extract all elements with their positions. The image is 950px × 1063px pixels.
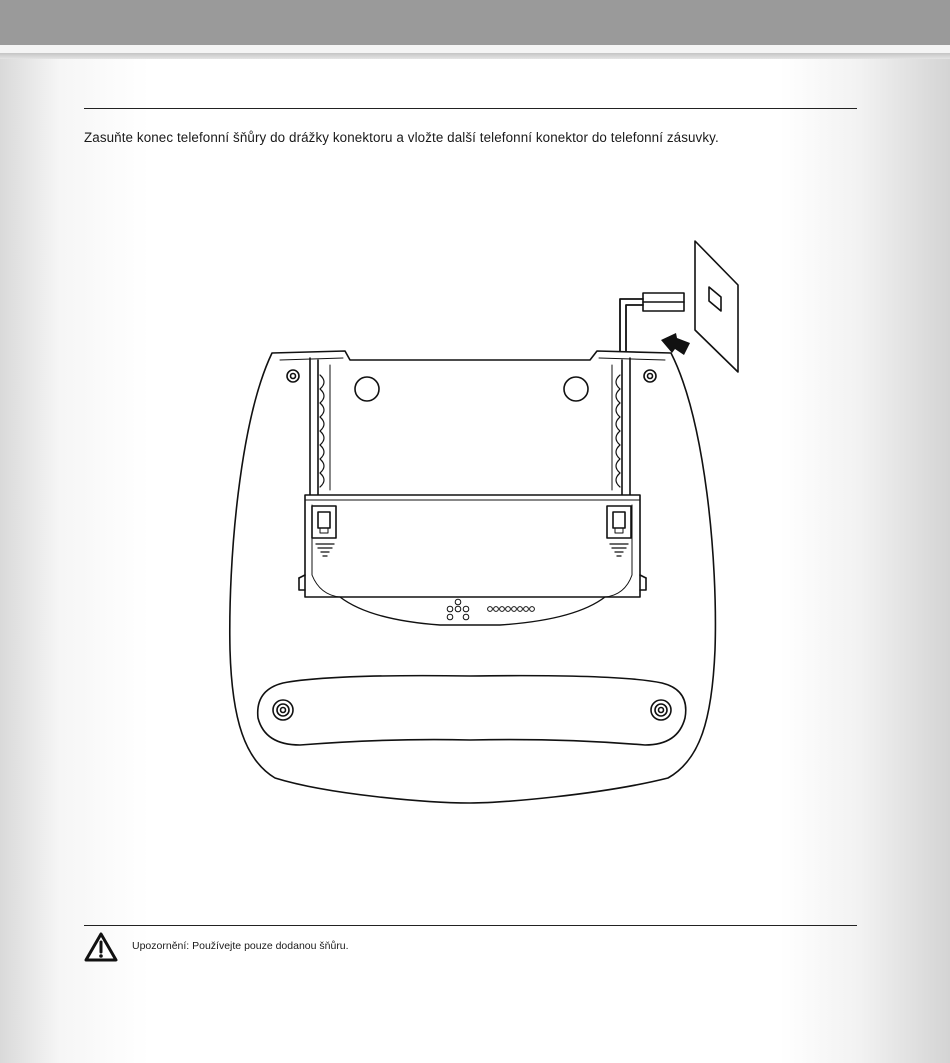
instruction-text: Zasuňte konec telefonní šňůry do drážky konektoru a vložte další telefonní konektor do telefonní zásuvky. [84, 130, 719, 145]
telephone-plug [643, 293, 684, 311]
insert-arrow-icon [661, 333, 690, 355]
header-band-shadow [0, 53, 950, 59]
wall-socket [695, 241, 738, 372]
warning-triangle-icon [84, 932, 118, 962]
header-band-highlight [0, 45, 950, 53]
connector-bay [299, 495, 646, 597]
phone-base-connection-illustration [225, 235, 750, 805]
bottom-divider [84, 925, 857, 926]
top-divider [84, 108, 857, 109]
header-band [0, 0, 950, 45]
warning-text: Upozornění: Používejte pouze dodanou šňůru. [132, 940, 349, 952]
